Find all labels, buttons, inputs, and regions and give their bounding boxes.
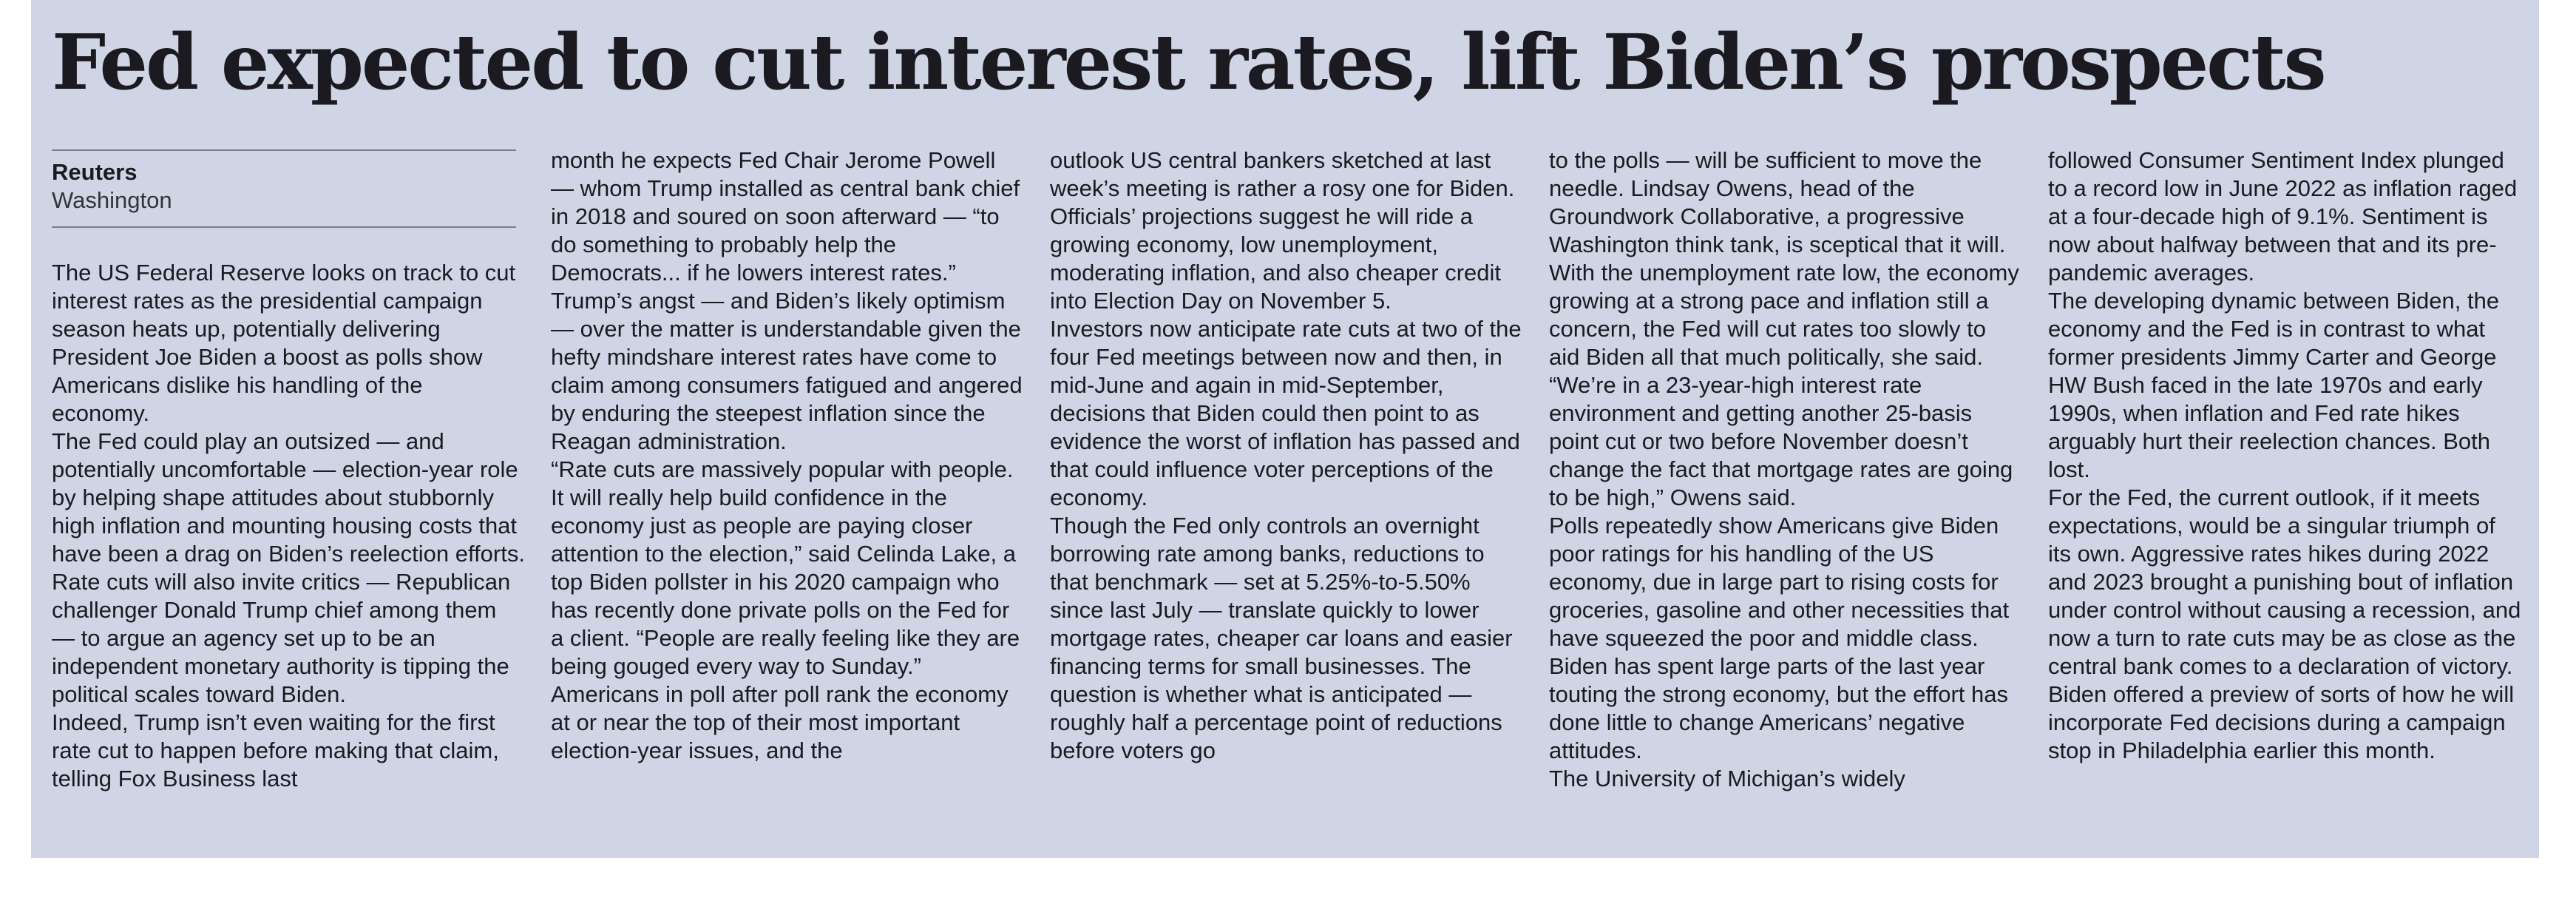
paragraph: followed Consumer Sentiment Index plunged to a record low in June 2022 as inflation raged at a four-decade high of 9.1%. Sentiment is now about halfway between that and its pre-pandemic averages.: [2048, 147, 2518, 286]
paragraph: For the Fed, the current outlook, if it meets expectations, would be a singular triumph of its own. Aggressive rates hikes during 2022 and 2023 brought a punishing bout of inflation under control without causing a recession, and now a turn to rate cuts may be as close as the central bank comes to a declaration of victory. Biden offered a preview of sorts of how he will incorporate Fed decisions during a campaign stop in Philadelphia earlier this month.: [2048, 485, 2521, 763]
paragraph: to the polls — will be sufficient to move the needle. Lindsay Owens, head of the Groundwork Collaborative, a progressive Washington think tank, is sceptical that it will. With the unemployment rate low, the economy growing at a strong pace and inflation still a concern, the Fed will cut rates too slowly to aid Biden all that much politically, she said.: [1549, 147, 2019, 370]
paragraph: The US Federal Reserve looks on track to cut interest rates as the presidential campaign season heats up, potentially delivering President Joe Biden a boost as polls show Americans dislike his handling of the economy.: [52, 260, 516, 426]
paragraph: Polls repeatedly show Americans give Biden poor ratings for his handling of the US economy, due in large part to rising costs for groceries, gasoline and other necessities that have squeezed the poor and middle class. Biden has spent large parts of the last year touting the strong economy, but the effort has done little to change Americans’ negative attitudes.: [1549, 513, 2010, 763]
article-column-5: [2048, 146, 2521, 765]
paragraph: “We’re in a 23-year-high interest rate environment and getting another 25-basis point cut or two before November doesn’t change the fact that mortgage rates are going to be high,” Owens said.: [1549, 372, 2013, 510]
byline: [52, 149, 516, 228]
paragraph: “Rate cuts are massively popular with people. It will really help build confidence in the economy just as people are paying closer attention to the election,” said Celinda Lake, a top Biden pollster in his 2020 campaign who has recently done private polls on the Fed for a client. “People are really feeling like they are being gouged every way to Sunday.”: [551, 456, 1020, 679]
byline-location: Washington: [52, 187, 172, 213]
paragraph: Indeed, Trump isn’t even waiting for the first rate cut to happen before making that claim, telling Fox Business last: [52, 709, 499, 791]
paragraph: Americans in poll after poll rank the economy at or near the top of their most important election-year issues, and the: [551, 681, 1009, 763]
headline: Fed expected to cut interest rates, lift Biden’s prospects: [52, 18, 2325, 107]
byline-agency: Reuters: [52, 159, 138, 185]
paragraph: outlook US central bankers sketched at last week’s meeting is rather a rosy one for Biden. Officials’ projections suggest he will ride a growing economy, low unemployment, moderating inflation, and also cheaper credit into Election Day on November 5.: [1050, 147, 1515, 314]
paragraph: The University of Michigan’s widely: [1549, 766, 1905, 791]
paragraph: The developing dynamic between Biden, the economy and the Fed is in contrast to what former presidents Jimmy Carter and George HW Bush faced in the late 1970s and early 1990s, when inflation and Fed rate hikes arguably hurt their reelection chances. Both lost.: [2048, 288, 2500, 482]
paragraph: Investors now anticipate rate cuts at two of the four Fed meetings between now and then, in mid-June and again in mid-September, decisions that Biden could then point to as evidence the worst of inflation has passed and that could influence voter perceptions of the economy.: [1050, 316, 1522, 510]
article-column-3: [1050, 146, 1523, 765]
article-column-4: [1549, 146, 2022, 793]
paragraph: The Fed could play an outsized — and potentially uncomfortable — election-year role by helping shape attitudes about stubbornly high inflation and mounting housing costs that have been a drag on Biden’s reelection efforts. Rate cuts will also invite critics — Republican challenger Donald Trump chief among them — to argue an agency set up to be an independent monetary authority is tipping the political scales toward Biden.: [52, 428, 525, 707]
paragraph: month he expects Fed Chair Jerome Powell — whom Trump installed as central bank chief in 2018 and soured on soon afterward — “to do something to probably help the Democrats... if he lowers interest rates.” Trump’s angst — and Biden’s likely optimism — over the matter is understandable given the hefty mindshare interest rates have come to claim among consumers fatigued and angered by enduring the steepest inflation since the Reagan administration.: [551, 147, 1023, 454]
paragraph: Though the Fed only controls an overnight borrowing rate among banks, reductions to that benchmark — set at 5.25%-to-5.50% since last July — translate quickly to lower mortgage rates, cheaper car loans and easier financing terms for small businesses. The question is whether what is anticipated — roughly half a percentage point of reductions before voters go: [1050, 513, 1513, 763]
article-column-1: [52, 259, 525, 793]
article-column-2: [551, 146, 1024, 765]
